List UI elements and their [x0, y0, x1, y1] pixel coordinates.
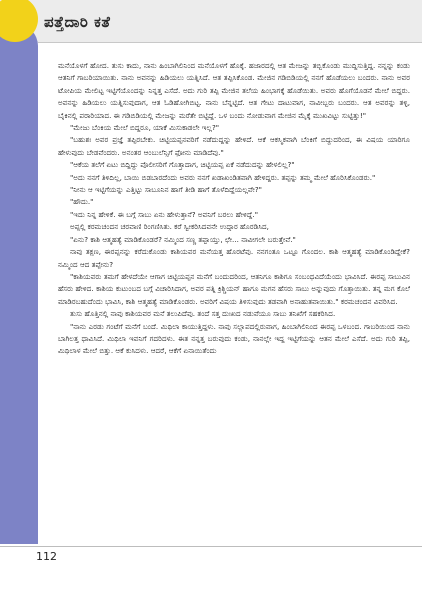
- running-header-title: ಪತ್ತೆದಾರಿ ಕತೆ: [44, 13, 111, 31]
- paragraph: "ಏನು? ಕಾಶಿ ಆತ್ಮಹತ್ಯೆ ಮಾಡಿಕೊಂಡರೆ? ನಮ್ಮಿಂದ ಸಣ್ಣ ತಪ್ಪಾಯ್ತು, ಛೇ... ನಾವೀಗಲೇ ಬರುತ್ತೇವೆ.": [70, 234, 296, 244]
- paragraph: ತುಸು ಹೊತ್ತಿನಲ್ಲಿ ನಾವು ಕಾಶಿಯವರ ಮನೆ ತಲುಪಿದೆವು. ತಂದೆ ಸತ್ತ ದುಃಖದ ನಡುವೆಯೂ ಸಾಬು ತನಿಖೆಗೆ ಸಹಕರಿಸಿದ.: [70, 309, 336, 319]
- paragraph: "ಅದು ನನಗೆ ತಿಳಿದಿಲ್ಲ, ಬಾಯಿ ಬಿಡಬಾರದೆಂದು ಅವರು ನನಗೆ ಖಡಾಖಂಡಿತವಾಗಿ ಹೇಳಿದ್ದರು. ತಪ್ಪನ್ನು ತಮ್ಮ ಮೇಲೆ ಹೊರಿಸಿಕೊಂಡರು.": [70, 172, 376, 182]
- page-number: 112: [36, 550, 57, 563]
- paragraph: "ಹೌದು.": [70, 197, 94, 207]
- paragraph: "ಬಹುಶಃ ಅವರ ಪ್ರಜ್ಞೆ ತಪ್ಪಿರಬೇಕು. ಚಿಟ್ಟಿಯಪ್ಪನವರಿಗೆ ನಡೆದುದ್ದನ್ನು ಹೇಳಿದೆ. ಆಕೆ ಆಕಸ್ಮಿಕವಾಗಿ ಬೆಂಕಿಗೆ ಬಿದ್ದುದರಿಂದ, ಈ ವಿಷಯ ಯಾರಿಗೂ ಹೇಳುವುದು ಬೇಡವೆಂದರು. ಅನಂತರ ಆಂಬುಲೆನ್ಸಿಗೆ ಫೋನು ಮಾಡಿದೆವು.": [58, 135, 410, 157]
- paragraph: "ಆಕೆಯ ತಲೆಗೆ ಏಟು ಬಿದ್ದಿದ್ದು ಪೊಲೀಸರಿಗೆ ಗೊತ್ತಾದಾಗ, ಚಿಟ್ಟಿಯಪ್ಪ ಏಕೆ ನಡೆದುದನ್ನು ಹೇಳಲಿಲ್ಲ?": [70, 160, 295, 170]
- paragraph: "ನಾನು ಎರಡು ಗಂಟೆಗೆ ಮನೆಗೆ ಬಂದೆ. ಮಿಥಿಲಾ ಕಾಯುತ್ತಿದ್ದಳು. ನಾವು ಸಲ್ಲಾಪದಲ್ಲಿರುವಾಗ, ಹಿಂಬಾಗಿಲಿನಿಂದ ಈರಪ್ಪ ಒಳಬಂದ. ಗಾಬರಿಯಿಂದ ನಾನು ಬಾಗಿಲತ್ತ ಧಾವಿಸಿದೆ. ಮಿಥಿಲಾ ಇವನಿಗೆ ಗದರಿದಳು. ಈತ ನನ್ನತ್ತ ಬರುವುದು ಕಂಡು, ನಾನಲ್ಲೇ ಇದ್ದ ಇಟ್ಟಿಗೆಯನ್ನು ಆತನ ಮೇಲೆ ಎಸೆದೆ. ಅದು ಗುರಿ ತಪ್ಪಿ, ಮಿಥಿಲಾಳ ಮೇಲೆ ಬಿತ್ತು. ಆಕೆ ಕುಸಿದಳು. ಆದರೆ, ಆಕೆಗೆ ಏನಾಯಿತೆಂದು: [58, 321, 410, 356]
- paragraph: "ಮೇಜು ಬೆಂಕಿಯ ಮೇಲೆ ಬಿದ್ದರೂ, ಯಾಕೆ ಮಿಸುಕಾಡಲೇ ಇಲ್ಲ?": [70, 123, 220, 133]
- paragraph: "ನೀನು ಆ ಇಟ್ಟಿಗೆಯನ್ನು ಎತ್ತಿಟ್ಟು ಸಾಬೂನಿನ ಹಾಗೆ ತೀಡಿ ಹಾಗೆ ತೊಳೆದಿದ್ದೆಯಲ್ಲವೇ?": [70, 185, 262, 195]
- header-divider: [38, 42, 422, 43]
- body-text: [58, 60, 410, 358]
- paragraph: ನಾವು ತಕ್ಷಣ, ಈರಪ್ಪನನ್ನು ಕರೆದುಕೊಂಡು ಕಾಶಿಯವರ ಮನೆಯತ್ತ ಹೊರಟೆವು. ನನಗಂತೂ ಒಟ್ಟೂ ಗೊಂದಲ. ಕಾಶಿ ಆತ್ಮಹತ್ಯೆ ಮಾಡಿಕೊಂಡಿದ್ದೇಕೆ? ನಮ್ಮಿಂದ ಆದ ತಪ್ಪೇನು?: [58, 247, 410, 269]
- paragraph: ಅಪ್ಪಲ್ಲಿ ಕರಮಚಂದನ ಚರವಾಣಿ ರಿಂಗಣಿಸಿತು. ಕರೆ ಸ್ವೀಕರಿಸಿದವನೇ ಉದ್ಗಾರ ಹೊರಡಿಸಿದ,: [70, 222, 269, 232]
- footer-divider: [0, 546, 422, 547]
- paragraph: ಮನೆಯೊಳಗೆ ಹೋದ. ತುಸು ಕಾದು, ನಾನು ಹಿಂಬಾಗಿಲಿನಿಂದ ಮನೆಯೊಳಗೆ ಹೊಕ್ಕೆ. ಹಜಾರದಲ್ಲಿ ಆತ ಮೇಜನ್ನು ತಬ್ಬಿಕೊಂಡು ಮುದ್ದಿಸುತ್ತಿದ್ದ. ನನ್ನನ್ನು ಕಂಡು ಆತನಿಗೆ ಗಾಬರಿಯಾಯಿತು. ನಾನು ಅವನನ್ನು ಹಿಡಿಯಲು ಯತ್ನಿಸಿದೆ. ಆತ ತಪ್ಪಿಸಿಕೊಂಡ. ಮೇಜಿನ ಗಡಿಬಿಡಿಯಲ್ಲಿ ನನಗೆ ಹೊಡೆಯಲು ಬಂದರು. ನಾನು ಅವರ ಟೋಪಿಯ ಮೇಲಿಟ್ಟ ಇಟ್ಟಿಗೆಯೊಂದನ್ನು ನಿನ್ನತ್ತ ಎಸೆದೆ. ಅದು ಗುರಿ ತಪ್ಪಿ ಮೇಜಿನ ತಲೆಯ ಹಿಂಭಾಗಕ್ಕೆ ಹೊಡೆಯಿತು. ಅವರು ಹೊಗೆಯೊಡನೆ ಮೇಲೆ ಬಿದ್ದರು. ಅವನನ್ನು ಹಿಡಿಯಲು ಯತ್ನಿಸುವುದಾಗ, ಆತ ಓಡಿಹೋಗಿಬಿಟ್ಟ. ನಾನು ಬೆನ್ನಟ್ಟಿದೆ. ಆತ ಗೇಟು ದಾಟುವಾಗ, ನಾವೀಬ್ಬರು ಬಂದರು. ಆತ ಅವರನ್ನು ತಳ್ಳಿ, ಬೈಕಿನಲ್ಲಿ ಪರಾರಿಯಾದ. ಈ ಗಡಿಬಿಡಿಯಲ್ಲಿ ಮೇಜನ್ನು ಮರೆತೇ ಬಿಟ್ಟಿದ್ದೆ. ಒಳ ಬಂದು ನೋಡುವಾಗ ಮೇಜಿನ ಮೈಕ್ಕೆ ಮುಖವಿಟ್ಟು ಸುಟ್ಟಿತ್ತು!": [58, 61, 410, 120]
- paragraph: "ಇದು ನಿನ್ನ ಹೇಳಿಕೆ. ಈ ಬಗ್ಗೆ ಸಾಬು ಏನು ಹೇಳುತ್ತಾನೆ? ಅವನಿಗೆ ಬರಲು ಹೇಳಿದ್ದೆ.": [70, 209, 259, 219]
- paragraph: "ಕಾಶಿಯವರು ತಮಗೆ ಹೇಳದೆಯೇ ಆಗಾಗ ಚಿಟ್ಟಿಯಪ್ಪನ ಮನೆಗೆ ಬಂದುದರಿಂದ, ಆತನಿಗೂ ಕಾಶಿಗೂ ಸಂಬಂಧವಿದೆಯೆಂದು ಭಾವಿಸಿದೆ. ಈರಪ್ಪ ಸಾಬುವಿನ ಹೆಸರು ಹೇಳಿದ. ಕಾಶಿಯ ಕುಟುಂಬದ ಬಗ್ಗೆ ವಿಚಾರಿಸಿದಾಗ, ಅವರ ಪತ್ನಿ ಕ್ರಿಶ್ಚಿಯನ್ ಹಾಗೂ ಮಗನ ಹೆಸರು ಸಾಬು ಅನ್ನುವುದು ಗೊತ್ತಾಯಿತು. ತನ್ನ ಮಗ ಕೊಲೆ ಮಾಡಿರಬಹುದೆಂದು ಭಾವಿಸಿ, ಕಾಶಿ ಆತ್ಮಹತ್ಯೆ ಮಾಡಿಕೊಂಡರು. ಅವರಿಗೆ ವಿಷಯ ತಿಳಿಸುವುದು ತಡವಾಗಿ ಅನಾಹುತವಾಯಿತು." ಕರಮಚಂದನ ವಿವರಿಸಿದ.: [58, 271, 410, 306]
- decorative-side-bar: [0, 24, 38, 544]
